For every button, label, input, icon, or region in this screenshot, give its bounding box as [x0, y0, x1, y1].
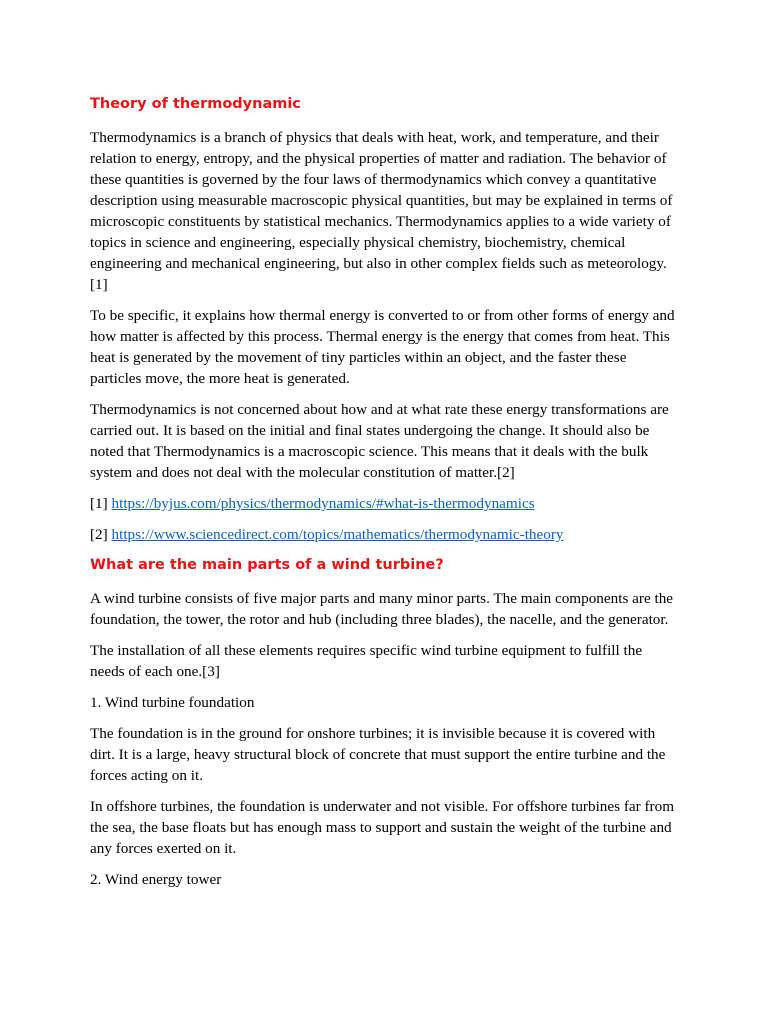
reference-1: [90, 493, 680, 514]
paragraph: To be specific, it explains how thermal energy is converted to or from other forms of energy and how matter is affected by this process. Thermal energy is the energy that comes from heat. This heat is generated by the movement of tiny particles within an object, and the faster these particles move, the more heat is generated.: [90, 307, 675, 387]
reference-link[interactable]: https://www.sciencedirect.com/topics/mathematics/thermodynamic-theory: [111, 526, 564, 543]
paragraph: The foundation is in the ground for onshore turbines; it is invisible because it is covered with dirt. It is a large, heavy structural block of concrete that must support the entire turbine and the forces acting on it.: [90, 725, 666, 784]
reference-marker: [1]: [90, 495, 108, 512]
reference-marker: [2]: [90, 526, 108, 543]
section-heading-thermodynamic: Theory of thermodynamic: [90, 96, 301, 112]
paragraph: In offshore turbines, the foundation is underwater and not visible. For offshore turbines far from the sea, the base floats but has enough mass to support and sustain the weight of the turbine and any forces exerted on it.: [90, 798, 675, 857]
document-page: [90, 94, 680, 900]
paragraph: A wind turbine consists of five major parts and many minor parts. The main components are the foundation, the tower, the rotor and hub (including three blades), the nacelle, and the generator.: [90, 590, 674, 628]
paragraph: Thermodynamics is not concerned about how and at what rate these energy transformations are carried out. It is based on the initial and final states undergoing the change. It should also be noted that Thermodynamics is a macroscopic science. This means that it deals with the bulk system and does not deal with the molecular constitution of matter.[2]: [90, 401, 669, 481]
section-heading-wind-turbine: What are the main parts of a wind turbine?: [90, 557, 444, 573]
numbered-subheading: 2. Wind energy tower: [90, 871, 222, 888]
numbered-subheading: 1. Wind turbine foundation: [90, 694, 255, 711]
reference-2: [90, 524, 680, 545]
reference-link[interactable]: https://byjus.com/physics/thermodynamics/#what-is-thermodynamics: [111, 495, 535, 512]
paragraph: The installation of all these elements requires specific wind turbine equipment to fulfill the needs of each one.[3]: [90, 642, 643, 680]
paragraph: Thermodynamics is a branch of physics that deals with heat, work, and temperature, and their relation to energy, entropy, and the physical properties of matter and radiation. The behavior of these quantities is governed by the four laws of thermodynamics which convey a quantitative description using measurable macroscopic physical quantities, but may be explained in terms of microscopic constituents by statistical mechanics. Thermodynamics applies to a wide variety of topics in science and engineering, especially physical chemistry, biochemistry, chemical engineering and mechanical engineering, but also in other complex fields such as meteorology. [1]: [90, 129, 673, 293]
